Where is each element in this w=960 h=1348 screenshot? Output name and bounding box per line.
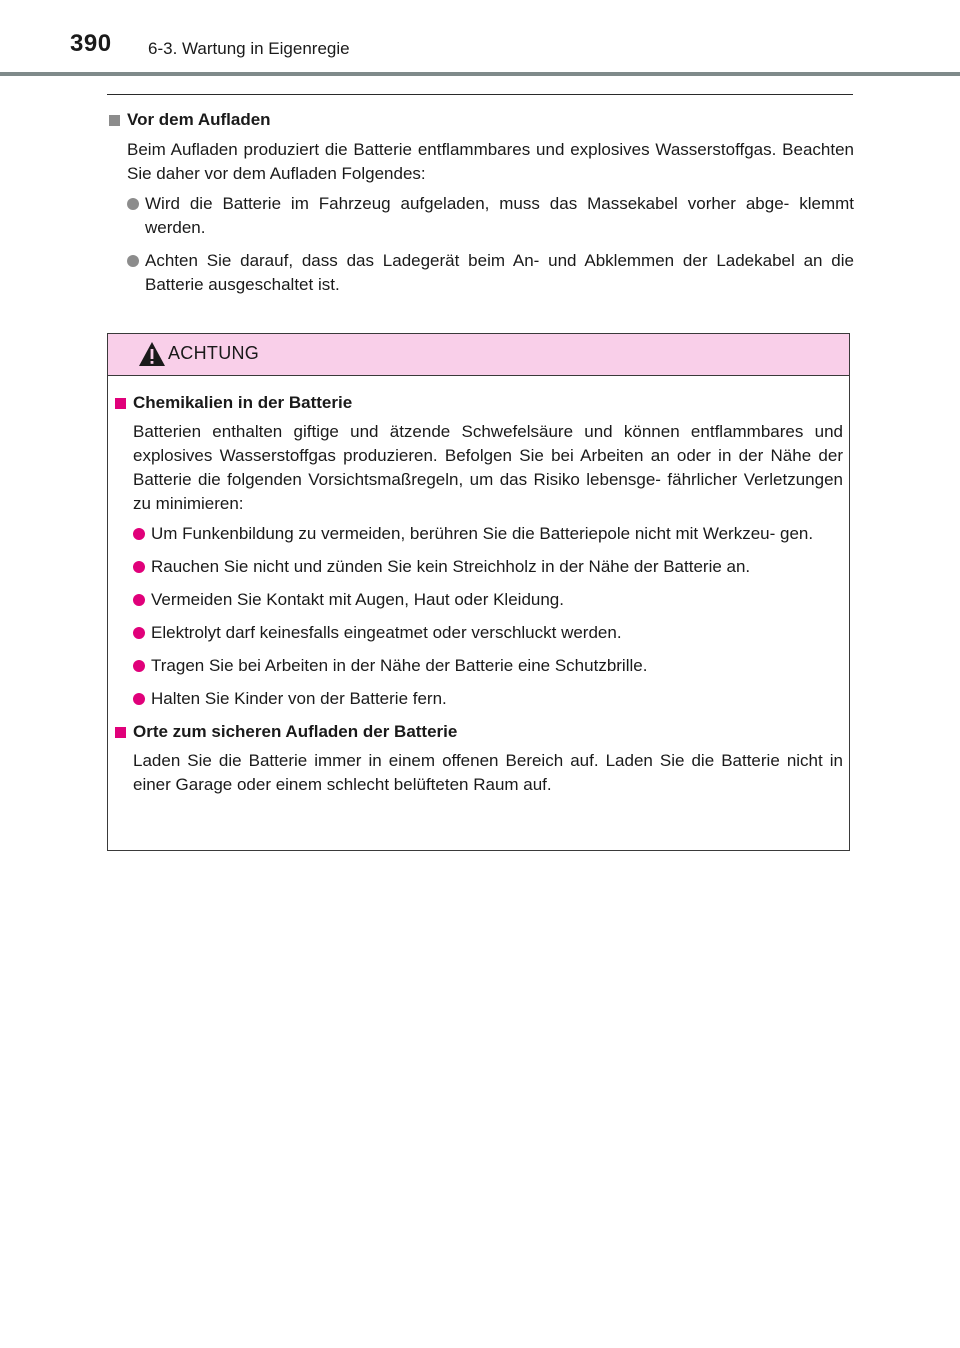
square-bullet-icon [115,398,126,409]
list-item-text: Tragen Sie bei Arbeiten in der Nähe der Batterie eine Schutzbrille. [151,656,648,675]
list-item-text: Achten Sie darauf, dass das Ladegerät beim An- und Abklemmen der Ladekabel an die Batterie ausgeschaltet ist. [145,251,854,294]
list-item-text: Halten Sie Kinder von der Batterie fern. [151,689,447,708]
caution-heading-text: Orte zum sicheren Aufladen der Batterie [133,722,458,741]
list-item [133,654,843,678]
caution-bullet-list [133,522,843,711]
list-item [133,621,843,645]
list-item [127,249,854,297]
caution-paragraph: Batterien enthalten giftige und ätzende Schwefelsäure und können entflammbares und explosives Wasserstoffgas produzieren. Befolgen Sie bei Arbeiten an oder in der Nähe der Batterie die folgenden Vorsichtsmaßregeln, um das Risiko lebensge- fährlicher Verletzungen zu minimieren: [133,422,843,513]
circle-bullet-icon [127,198,139,210]
list-item [133,687,843,711]
caution-box [107,333,850,851]
page-number: 390 [70,30,112,57]
header-divider [0,72,960,76]
list-item [133,555,843,579]
circle-bullet-icon [127,255,139,267]
caution-body [115,391,843,797]
list-item-text: Um Funkenbildung zu vermeiden, berühren Sie die Batteriepole nicht mit Werkzeu- gen. [151,524,814,543]
caution-heading-chemicals [115,391,843,415]
circle-bullet-icon [133,660,145,672]
square-bullet-icon [109,115,120,126]
list-item-text: Rauchen Sie nicht und zünden Sie kein Streichholz in der Nähe der Batterie an. [151,557,751,576]
intro-paragraph: Beim Aufladen produziert die Batterie entflammbares und explosives Wasserstoffgas. Beachten Sie daher vor dem Aufladen Folgendes: [127,140,854,183]
intro-section [109,108,854,306]
square-bullet-icon [115,727,126,738]
list-item [127,192,854,240]
circle-bullet-icon [133,693,145,705]
circle-bullet-icon [133,594,145,606]
list-item [133,522,843,546]
caution-header [108,334,849,376]
list-item-text: Elektrolyt darf keinesfalls eingeatmet oder verschluckt werden. [151,623,622,642]
list-item-text: Vermeiden Sie Kontakt mit Augen, Haut oder Kleidung. [151,590,564,609]
intro-heading-text: Vor dem Aufladen [127,110,271,129]
warning-triangle-icon [138,341,166,367]
list-item [133,588,843,612]
section-title: 6-3. Wartung in Eigenregie [148,39,350,58]
circle-bullet-icon [133,627,145,639]
caution-label: ACHTUNG [168,343,260,363]
content-divider [107,94,853,95]
intro-bullet-list [127,192,854,297]
caution-heading-text: Chemikalien in der Batterie [133,393,353,412]
intro-heading [109,108,854,132]
circle-bullet-icon [133,561,145,573]
caution-paragraph: Laden Sie die Batterie immer in einem offenen Bereich auf. Laden Sie die Batterie nicht in einer Garage oder einem schlecht belüfteten Raum auf. [133,751,843,794]
caution-heading-charging-locations [115,720,843,744]
circle-bullet-icon [133,528,145,540]
list-item-text: Wird die Batterie im Fahrzeug aufgeladen, muss das Massekabel vorher abge- klemmt werden. [145,194,854,237]
